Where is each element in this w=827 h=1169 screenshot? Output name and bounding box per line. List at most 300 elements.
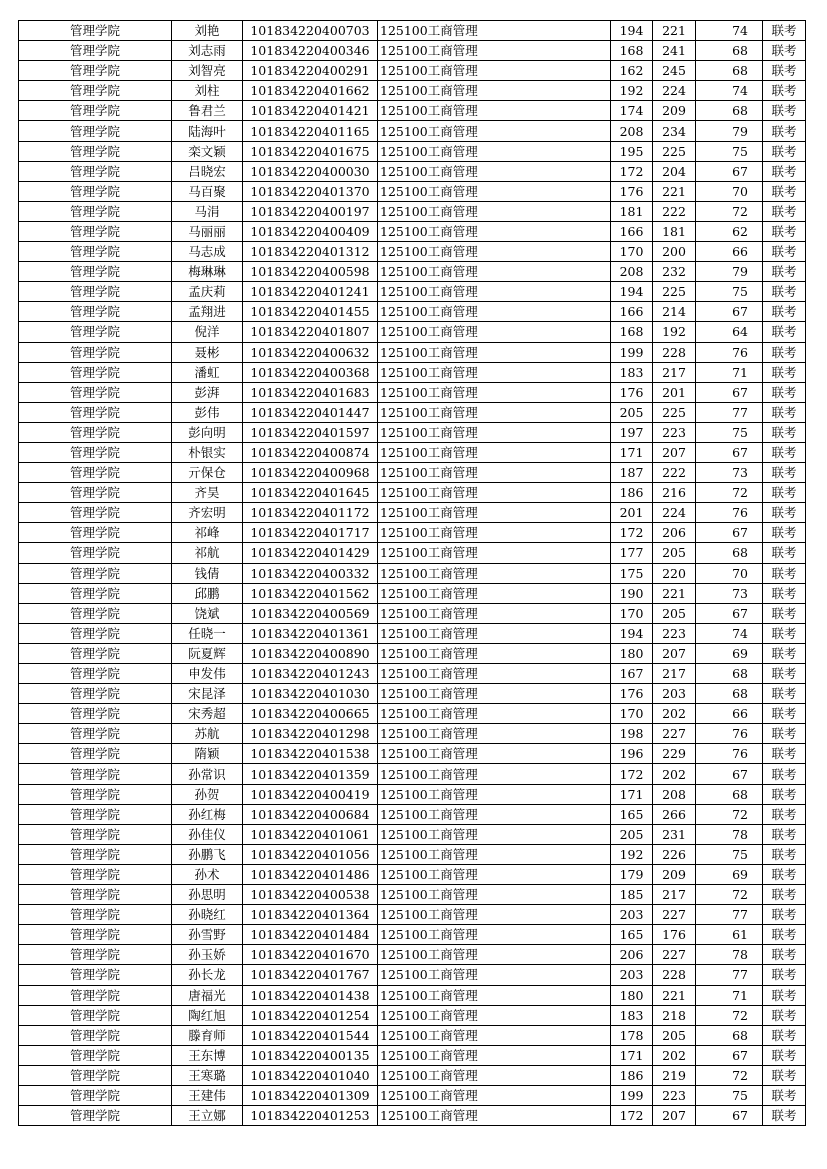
score-a-cell: 162 — [611, 61, 653, 81]
exam-type-cell: 联考 — [763, 262, 806, 282]
college-cell: 管理学院 — [19, 382, 172, 402]
exam-id-cell: 101834220400874 — [243, 442, 378, 462]
college-cell: 管理学院 — [19, 322, 172, 342]
score-b-cell: 205 — [653, 1025, 696, 1045]
exam-id-cell: 101834220401030 — [243, 684, 378, 704]
exam-type-cell: 联考 — [763, 623, 806, 643]
name-cell: 朴银实 — [172, 442, 243, 462]
exam-type-cell: 联考 — [763, 322, 806, 342]
total-cell: 71 — [696, 985, 763, 1005]
total-cell: 72 — [696, 1005, 763, 1025]
total-cell: 77 — [696, 402, 763, 422]
total-cell: 68 — [696, 543, 763, 563]
score-a-cell: 172 — [611, 523, 653, 543]
name-cell: 齐宏明 — [172, 503, 243, 523]
exam-id-cell: 101834220401562 — [243, 583, 378, 603]
name-cell: 马丽丽 — [172, 221, 243, 241]
table-row — [19, 684, 806, 704]
table-row — [19, 1106, 806, 1126]
table-row — [19, 463, 806, 483]
exam-type-cell: 联考 — [763, 684, 806, 704]
score-b-cell: 221 — [653, 21, 696, 41]
score-a-cell: 171 — [611, 442, 653, 462]
table-row — [19, 985, 806, 1005]
score-b-cell: 208 — [653, 784, 696, 804]
college-cell: 管理学院 — [19, 1005, 172, 1025]
major-cell: 125100工商管理 — [378, 764, 611, 784]
exam-type-cell: 联考 — [763, 885, 806, 905]
exam-type-cell: 联考 — [763, 804, 806, 824]
score-a-cell: 203 — [611, 965, 653, 985]
score-a-cell: 168 — [611, 322, 653, 342]
exam-id-cell: 101834220401309 — [243, 1085, 378, 1105]
name-cell: 王建伟 — [172, 1085, 243, 1105]
score-a-cell: 201 — [611, 503, 653, 523]
score-a-cell: 177 — [611, 543, 653, 563]
total-cell: 67 — [696, 764, 763, 784]
major-cell: 125100工商管理 — [378, 864, 611, 884]
name-cell: 孙贺 — [172, 784, 243, 804]
total-cell: 61 — [696, 925, 763, 945]
name-cell: 刘智亮 — [172, 61, 243, 81]
college-cell: 管理学院 — [19, 422, 172, 442]
college-cell: 管理学院 — [19, 985, 172, 1005]
exam-type-cell: 联考 — [763, 382, 806, 402]
college-cell: 管理学院 — [19, 221, 172, 241]
exam-type-cell: 联考 — [763, 442, 806, 462]
total-cell: 74 — [696, 21, 763, 41]
major-cell: 125100工商管理 — [378, 201, 611, 221]
major-cell: 125100工商管理 — [378, 262, 611, 282]
score-a-cell: 171 — [611, 784, 653, 804]
score-b-cell: 207 — [653, 1106, 696, 1126]
college-cell: 管理学院 — [19, 764, 172, 784]
score-b-cell: 176 — [653, 925, 696, 945]
total-cell: 67 — [696, 382, 763, 402]
exam-type-cell: 联考 — [763, 965, 806, 985]
score-a-cell: 172 — [611, 764, 653, 784]
college-cell: 管理学院 — [19, 885, 172, 905]
table-row — [19, 965, 806, 985]
score-b-cell: 219 — [653, 1065, 696, 1085]
total-cell: 68 — [696, 101, 763, 121]
major-cell: 125100工商管理 — [378, 1085, 611, 1105]
exam-type-cell: 联考 — [763, 704, 806, 724]
major-cell: 125100工商管理 — [378, 181, 611, 201]
table-row — [19, 905, 806, 925]
college-cell: 管理学院 — [19, 1085, 172, 1105]
exam-id-cell: 101834220400684 — [243, 804, 378, 824]
score-a-cell: 175 — [611, 563, 653, 583]
college-cell: 管理学院 — [19, 41, 172, 61]
score-b-cell: 214 — [653, 302, 696, 322]
score-a-cell: 181 — [611, 201, 653, 221]
table-row — [19, 362, 806, 382]
name-cell: 潘虹 — [172, 362, 243, 382]
college-cell: 管理学院 — [19, 181, 172, 201]
exam-id-cell: 101834220401172 — [243, 503, 378, 523]
exam-id-cell: 101834220401243 — [243, 664, 378, 684]
score-b-cell: 234 — [653, 121, 696, 141]
table-row — [19, 503, 806, 523]
name-cell: 陶红旭 — [172, 1005, 243, 1025]
college-cell: 管理学院 — [19, 101, 172, 121]
major-cell: 125100工商管理 — [378, 664, 611, 684]
college-cell: 管理学院 — [19, 81, 172, 101]
exam-id-cell: 101834220400968 — [243, 463, 378, 483]
name-cell: 栾文颖 — [172, 141, 243, 161]
exam-id-cell: 101834220401253 — [243, 1106, 378, 1126]
score-b-cell: 223 — [653, 422, 696, 442]
exam-type-cell: 联考 — [763, 563, 806, 583]
score-a-cell: 178 — [611, 1025, 653, 1045]
exam-type-cell: 联考 — [763, 101, 806, 121]
college-cell: 管理学院 — [19, 61, 172, 81]
major-cell: 125100工商管理 — [378, 563, 611, 583]
name-cell: 孟庆莉 — [172, 282, 243, 302]
exam-id-cell: 101834220401040 — [243, 1065, 378, 1085]
exam-type-cell: 联考 — [763, 724, 806, 744]
major-cell: 125100工商管理 — [378, 322, 611, 342]
name-cell: 孙雪野 — [172, 925, 243, 945]
total-cell: 75 — [696, 422, 763, 442]
total-cell: 68 — [696, 41, 763, 61]
table-row — [19, 864, 806, 884]
table-row — [19, 1085, 806, 1105]
total-cell: 73 — [696, 463, 763, 483]
major-cell: 125100工商管理 — [378, 905, 611, 925]
name-cell: 饶斌 — [172, 603, 243, 623]
table-row — [19, 724, 806, 744]
exam-id-cell: 101834220401486 — [243, 864, 378, 884]
exam-id-cell: 101834220400419 — [243, 784, 378, 804]
table-row — [19, 764, 806, 784]
college-cell: 管理学院 — [19, 161, 172, 181]
name-cell: 彭湃 — [172, 382, 243, 402]
table-row — [19, 1005, 806, 1025]
score-a-cell: 199 — [611, 342, 653, 362]
score-b-cell: 245 — [653, 61, 696, 81]
total-cell: 75 — [696, 844, 763, 864]
name-cell: 梅琳琳 — [172, 262, 243, 282]
name-cell: 齐昊 — [172, 483, 243, 503]
score-b-cell: 226 — [653, 844, 696, 864]
exam-id-cell: 101834220401421 — [243, 101, 378, 121]
name-cell: 申发伟 — [172, 664, 243, 684]
exam-id-cell: 101834220400890 — [243, 643, 378, 663]
college-cell: 管理学院 — [19, 804, 172, 824]
major-cell: 125100工商管理 — [378, 242, 611, 262]
college-cell: 管理学院 — [19, 844, 172, 864]
exam-type-cell: 联考 — [763, 664, 806, 684]
major-cell: 125100工商管理 — [378, 945, 611, 965]
exam-id-cell: 101834220401298 — [243, 724, 378, 744]
table-row — [19, 643, 806, 663]
score-b-cell: 221 — [653, 181, 696, 201]
score-a-cell: 203 — [611, 905, 653, 925]
score-a-cell: 192 — [611, 844, 653, 864]
score-b-cell: 202 — [653, 1045, 696, 1065]
major-cell: 125100工商管理 — [378, 1106, 611, 1126]
score-b-cell: 220 — [653, 563, 696, 583]
college-cell: 管理学院 — [19, 603, 172, 623]
exam-type-cell: 联考 — [763, 201, 806, 221]
exam-id-cell: 101834220401538 — [243, 744, 378, 764]
score-b-cell: 181 — [653, 221, 696, 241]
table-row — [19, 925, 806, 945]
score-b-cell: 229 — [653, 744, 696, 764]
score-a-cell: 205 — [611, 402, 653, 422]
score-a-cell: 185 — [611, 885, 653, 905]
score-a-cell: 192 — [611, 81, 653, 101]
college-cell: 管理学院 — [19, 623, 172, 643]
major-cell: 125100工商管理 — [378, 784, 611, 804]
college-cell: 管理学院 — [19, 21, 172, 41]
exam-type-cell: 联考 — [763, 523, 806, 543]
score-b-cell: 225 — [653, 141, 696, 161]
score-b-cell: 221 — [653, 985, 696, 1005]
name-cell: 祁峰 — [172, 523, 243, 543]
major-cell: 125100工商管理 — [378, 1025, 611, 1045]
score-a-cell: 194 — [611, 623, 653, 643]
table-row — [19, 603, 806, 623]
name-cell: 孙常识 — [172, 764, 243, 784]
exam-type-cell: 联考 — [763, 1005, 806, 1025]
exam-type-cell: 联考 — [763, 643, 806, 663]
total-cell: 69 — [696, 864, 763, 884]
score-a-cell: 170 — [611, 242, 653, 262]
score-b-cell: 209 — [653, 864, 696, 884]
name-cell: 宋秀超 — [172, 704, 243, 724]
total-cell: 72 — [696, 804, 763, 824]
exam-id-cell: 101834220400409 — [243, 221, 378, 241]
score-a-cell: 186 — [611, 1065, 653, 1085]
name-cell: 阮夏辉 — [172, 643, 243, 663]
major-cell: 125100工商管理 — [378, 442, 611, 462]
college-cell: 管理学院 — [19, 402, 172, 422]
major-cell: 125100工商管理 — [378, 804, 611, 824]
score-b-cell: 203 — [653, 684, 696, 704]
table-row — [19, 161, 806, 181]
major-cell: 125100工商管理 — [378, 221, 611, 241]
score-a-cell: 183 — [611, 362, 653, 382]
exam-id-cell: 101834220400332 — [243, 563, 378, 583]
score-b-cell: 201 — [653, 382, 696, 402]
major-cell: 125100工商管理 — [378, 121, 611, 141]
score-b-cell: 231 — [653, 824, 696, 844]
score-b-cell: 227 — [653, 945, 696, 965]
college-cell: 管理学院 — [19, 282, 172, 302]
name-cell: 吕晓宏 — [172, 161, 243, 181]
college-cell: 管理学院 — [19, 121, 172, 141]
exam-type-cell: 联考 — [763, 362, 806, 382]
score-b-cell: 223 — [653, 623, 696, 643]
score-b-cell: 241 — [653, 41, 696, 61]
name-cell: 孙鹏飞 — [172, 844, 243, 864]
score-b-cell: 217 — [653, 885, 696, 905]
score-b-cell: 202 — [653, 704, 696, 724]
major-cell: 125100工商管理 — [378, 81, 611, 101]
name-cell: 王寒璐 — [172, 1065, 243, 1085]
exam-id-cell: 101834220400569 — [243, 603, 378, 623]
exam-id-cell: 101834220401165 — [243, 121, 378, 141]
major-cell: 125100工商管理 — [378, 824, 611, 844]
table-row — [19, 583, 806, 603]
exam-type-cell: 联考 — [763, 463, 806, 483]
exam-type-cell: 联考 — [763, 945, 806, 965]
score-a-cell: 183 — [611, 1005, 653, 1025]
exam-id-cell: 101834220400598 — [243, 262, 378, 282]
exam-type-cell: 联考 — [763, 422, 806, 442]
total-cell: 68 — [696, 684, 763, 704]
exam-type-cell: 联考 — [763, 784, 806, 804]
name-cell: 孙思明 — [172, 885, 243, 905]
score-b-cell: 227 — [653, 905, 696, 925]
score-b-cell: 223 — [653, 1085, 696, 1105]
score-a-cell: 170 — [611, 704, 653, 724]
name-cell: 鲁君兰 — [172, 101, 243, 121]
exam-type-cell: 联考 — [763, 985, 806, 1005]
score-a-cell: 172 — [611, 161, 653, 181]
table-row — [19, 342, 806, 362]
exam-type-cell: 联考 — [763, 402, 806, 422]
score-a-cell: 170 — [611, 603, 653, 623]
name-cell: 邱鹏 — [172, 583, 243, 603]
table-row — [19, 844, 806, 864]
score-a-cell: 194 — [611, 282, 653, 302]
exam-id-cell: 101834220401683 — [243, 382, 378, 402]
score-b-cell: 207 — [653, 643, 696, 663]
table-row — [19, 945, 806, 965]
total-cell: 75 — [696, 282, 763, 302]
major-cell: 125100工商管理 — [378, 704, 611, 724]
college-cell: 管理学院 — [19, 302, 172, 322]
exam-type-cell: 联考 — [763, 1025, 806, 1045]
total-cell: 75 — [696, 1085, 763, 1105]
major-cell: 125100工商管理 — [378, 965, 611, 985]
total-cell: 64 — [696, 322, 763, 342]
score-a-cell: 176 — [611, 181, 653, 201]
major-cell: 125100工商管理 — [378, 463, 611, 483]
score-a-cell: 180 — [611, 985, 653, 1005]
name-cell: 马涓 — [172, 201, 243, 221]
college-cell: 管理学院 — [19, 563, 172, 583]
table-row — [19, 442, 806, 462]
exam-type-cell: 联考 — [763, 161, 806, 181]
score-b-cell: 217 — [653, 362, 696, 382]
exam-id-cell: 101834220401254 — [243, 1005, 378, 1025]
table-row — [19, 744, 806, 764]
college-cell: 管理学院 — [19, 824, 172, 844]
name-cell: 马百聚 — [172, 181, 243, 201]
college-cell: 管理学院 — [19, 1045, 172, 1065]
score-b-cell: 232 — [653, 262, 696, 282]
score-a-cell: 196 — [611, 744, 653, 764]
exam-id-cell: 101834220400665 — [243, 704, 378, 724]
exam-id-cell: 101834220401597 — [243, 422, 378, 442]
name-cell: 马志成 — [172, 242, 243, 262]
exam-id-cell: 101834220400030 — [243, 161, 378, 181]
score-b-cell: 266 — [653, 804, 696, 824]
exam-type-cell: 联考 — [763, 121, 806, 141]
score-a-cell: 186 — [611, 483, 653, 503]
exam-id-cell: 101834220401455 — [243, 302, 378, 322]
college-cell: 管理学院 — [19, 1106, 172, 1126]
total-cell: 68 — [696, 784, 763, 804]
exam-type-cell: 联考 — [763, 1065, 806, 1085]
college-cell: 管理学院 — [19, 342, 172, 362]
total-cell: 67 — [696, 1045, 763, 1065]
exam-id-cell: 101834220400197 — [243, 201, 378, 221]
table-row — [19, 322, 806, 342]
total-cell: 72 — [696, 201, 763, 221]
total-cell: 76 — [696, 724, 763, 744]
exam-type-cell: 联考 — [763, 81, 806, 101]
exam-id-cell: 101834220400368 — [243, 362, 378, 382]
table-row — [19, 382, 806, 402]
table-row — [19, 81, 806, 101]
exam-id-cell: 101834220400346 — [243, 41, 378, 61]
exam-type-cell: 联考 — [763, 744, 806, 764]
total-cell: 72 — [696, 885, 763, 905]
exam-id-cell: 101834220401364 — [243, 905, 378, 925]
exam-type-cell: 联考 — [763, 603, 806, 623]
exam-id-cell: 101834220401767 — [243, 965, 378, 985]
table-row — [19, 1025, 806, 1045]
exam-id-cell: 101834220401675 — [243, 141, 378, 161]
total-cell: 78 — [696, 945, 763, 965]
table-row — [19, 623, 806, 643]
major-cell: 125100工商管理 — [378, 141, 611, 161]
college-cell: 管理学院 — [19, 523, 172, 543]
total-cell: 79 — [696, 262, 763, 282]
major-cell: 125100工商管理 — [378, 61, 611, 81]
exam-id-cell: 101834220401312 — [243, 242, 378, 262]
major-cell: 125100工商管理 — [378, 503, 611, 523]
total-cell: 72 — [696, 1065, 763, 1085]
exam-type-cell: 联考 — [763, 905, 806, 925]
total-cell: 62 — [696, 221, 763, 241]
major-cell: 125100工商管理 — [378, 623, 611, 643]
major-cell: 125100工商管理 — [378, 985, 611, 1005]
exam-type-cell: 联考 — [763, 1085, 806, 1105]
major-cell: 125100工商管理 — [378, 382, 611, 402]
exam-type-cell: 联考 — [763, 764, 806, 784]
exam-id-cell: 101834220401056 — [243, 844, 378, 864]
total-cell: 67 — [696, 1106, 763, 1126]
name-cell: 唐福光 — [172, 985, 243, 1005]
name-cell: 钱倩 — [172, 563, 243, 583]
score-a-cell: 198 — [611, 724, 653, 744]
exam-type-cell: 联考 — [763, 61, 806, 81]
college-cell: 管理学院 — [19, 965, 172, 985]
exam-type-cell: 联考 — [763, 844, 806, 864]
name-cell: 苏航 — [172, 724, 243, 744]
exam-id-cell: 101834220401429 — [243, 543, 378, 563]
table-row — [19, 523, 806, 543]
exam-id-cell: 101834220401361 — [243, 623, 378, 643]
score-b-cell: 228 — [653, 342, 696, 362]
name-cell: 王立娜 — [172, 1106, 243, 1126]
total-cell: 71 — [696, 362, 763, 382]
total-cell: 76 — [696, 744, 763, 764]
total-cell: 70 — [696, 181, 763, 201]
name-cell: 彭向明 — [172, 422, 243, 442]
exam-type-cell: 联考 — [763, 21, 806, 41]
exam-id-cell: 101834220401807 — [243, 322, 378, 342]
exam-id-cell: 101834220400135 — [243, 1045, 378, 1065]
name-cell: 孟翔进 — [172, 302, 243, 322]
